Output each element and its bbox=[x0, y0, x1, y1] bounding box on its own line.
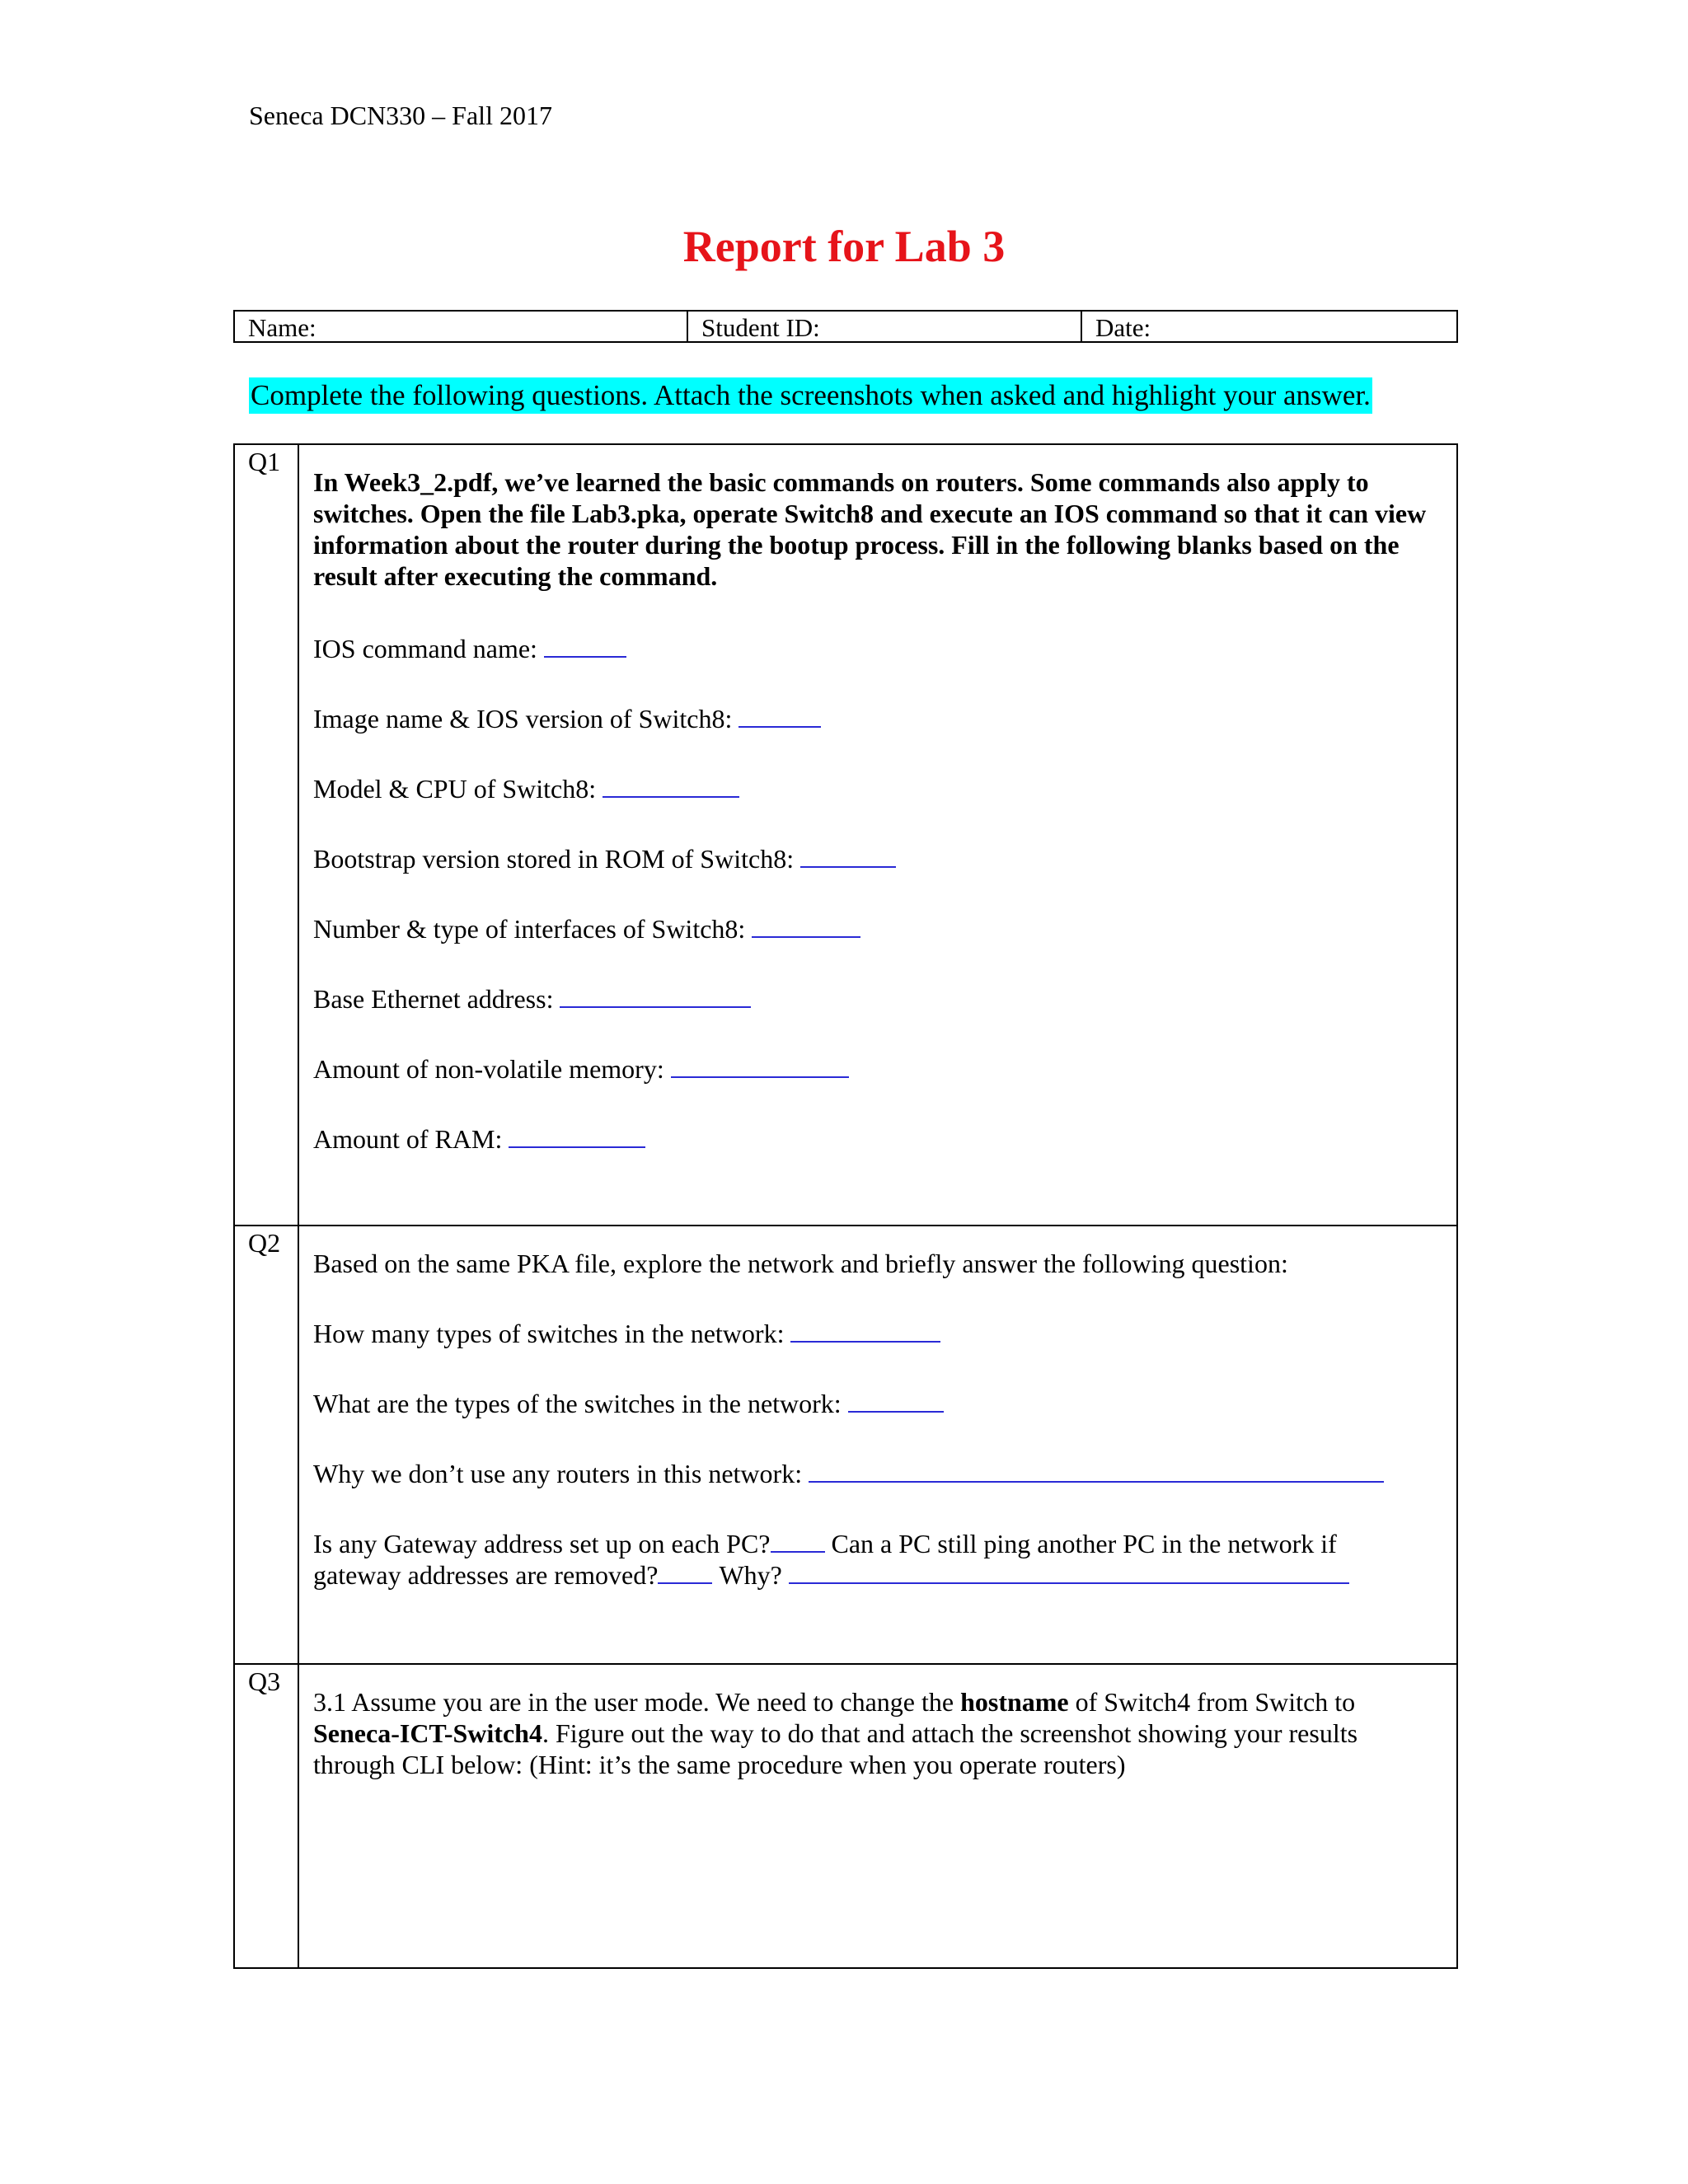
q2-intro: Based on the same PKA file, explore the network and briefly answer the following question: bbox=[313, 1249, 1288, 1278]
answer-blank[interactable] bbox=[738, 703, 821, 728]
q1-intro bbox=[313, 466, 1442, 592]
field-label: Image name & IOS version of Switch8: bbox=[313, 704, 733, 733]
answer-blank[interactable] bbox=[603, 773, 739, 798]
q3-new-hostname-bold: Seneca-ICT-Switch4 bbox=[313, 1718, 542, 1748]
field-label: Why we don’t use any routers in this network: bbox=[313, 1459, 803, 1488]
field-label: Amount of RAM: bbox=[313, 1124, 503, 1154]
row-divider-q2-q3 bbox=[235, 1663, 1456, 1665]
q3-text-part: of Switch4 from Switch to bbox=[1068, 1687, 1356, 1717]
q1-field-ios-command bbox=[313, 633, 626, 664]
q2-field-no-routers bbox=[313, 1458, 1384, 1489]
gateway-question: Is any Gateway address set up on each PC? bbox=[313, 1529, 771, 1558]
answer-blank[interactable] bbox=[544, 633, 626, 658]
student-info-table bbox=[233, 310, 1458, 343]
questions-table bbox=[233, 443, 1458, 1969]
answer-blank[interactable] bbox=[790, 1318, 940, 1343]
field-label: What are the types of the switches in the network: bbox=[313, 1389, 842, 1418]
answer-blank[interactable] bbox=[771, 1528, 825, 1553]
q1-field-interfaces bbox=[313, 913, 860, 944]
answer-blank[interactable] bbox=[809, 1458, 1384, 1483]
q2-field-switch-types bbox=[313, 1388, 944, 1419]
date-cell[interactable]: Date: bbox=[1095, 313, 1151, 342]
q1-field-bootstrap bbox=[313, 843, 896, 874]
q1-field-nvram bbox=[313, 1053, 849, 1085]
q2-gateway-line2 bbox=[313, 1559, 1349, 1591]
q3-text-part: 3.1 Assume you are in the user mode. We need to change the bbox=[313, 1687, 961, 1717]
field-label: Number & type of interfaces of Switch8: bbox=[313, 914, 746, 944]
q3-text-part: . Figure out the way to do that and attach the screenshot showing your results through CLI below: (Hint: it’s the same procedure when you operate routers) bbox=[313, 1718, 1358, 1779]
q1-field-ethernet bbox=[313, 983, 751, 1015]
answer-blank[interactable] bbox=[671, 1053, 849, 1078]
answer-blank[interactable] bbox=[509, 1123, 645, 1148]
answer-blank[interactable] bbox=[560, 983, 751, 1008]
student-id-cell[interactable]: Student ID: bbox=[688, 312, 1082, 341]
q2-field-switch-count bbox=[313, 1318, 940, 1349]
field-label: Bootstrap version stored in ROM of Switch8: bbox=[313, 844, 795, 874]
field-label: Model & CPU of Switch8: bbox=[313, 774, 597, 804]
page-title: Report for Lab 3 bbox=[682, 222, 1006, 271]
q1-field-model-cpu bbox=[313, 773, 739, 804]
row-divider-q1-q2 bbox=[235, 1225, 1456, 1226]
field-label: How many types of switches in the network: bbox=[313, 1319, 785, 1348]
gateway-removed-question: gateway addresses are removed? bbox=[313, 1560, 659, 1590]
answer-blank[interactable] bbox=[789, 1559, 1349, 1584]
field-label: Amount of non-volatile memory: bbox=[313, 1054, 664, 1084]
field-label: IOS command name: bbox=[313, 634, 537, 663]
q1-intro-text: In Week3_2.pdf, we’ve learned the basic commands on routers. Some commands also apply to switches. Open the file Lab3.pka, operate Switch8 and execute an IOS command so that it can view information about the router during the bootup process. Fill in the following blanks based on the result after executing the command. bbox=[313, 467, 1427, 591]
answer-blank[interactable] bbox=[658, 1559, 712, 1584]
field-label: Base Ethernet address: bbox=[313, 984, 554, 1014]
q1-label: Q1 bbox=[248, 447, 281, 476]
q3-label: Q3 bbox=[248, 1666, 281, 1696]
why-label: Why? bbox=[719, 1560, 782, 1590]
column-divider bbox=[298, 445, 299, 1967]
instruction-text: Complete the following questions. Attach the screenshots when asked and highlight your answer. bbox=[249, 377, 1372, 414]
ping-question: Can a PC still ping another PC in the network if bbox=[831, 1529, 1337, 1558]
q1-field-image-name bbox=[313, 703, 821, 734]
q1-field-ram bbox=[313, 1123, 645, 1155]
q2-gateway-line1 bbox=[313, 1528, 1337, 1559]
q3-hostname-bold: hostname bbox=[960, 1687, 1069, 1717]
answer-blank[interactable] bbox=[800, 843, 896, 868]
q2-label: Q2 bbox=[248, 1228, 281, 1258]
q3-paragraph bbox=[313, 1686, 1442, 1780]
name-cell[interactable]: Name: bbox=[235, 312, 688, 341]
answer-blank[interactable] bbox=[752, 913, 860, 938]
q3-text bbox=[313, 1686, 1442, 1780]
course-header: Seneca DCN330 – Fall 2017 bbox=[249, 101, 552, 130]
answer-blank[interactable] bbox=[848, 1388, 944, 1413]
